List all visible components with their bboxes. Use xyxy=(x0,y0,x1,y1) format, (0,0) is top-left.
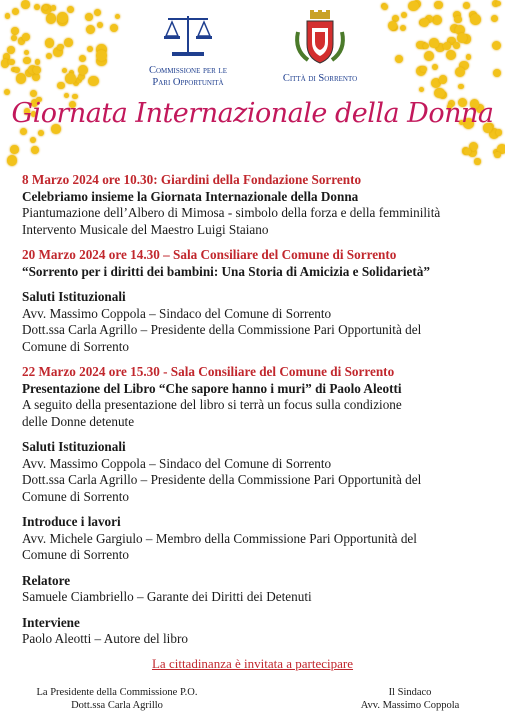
mimosa-flower xyxy=(493,69,501,77)
mimosa-flower xyxy=(115,14,120,19)
event-line: Avv. Massimo Coppola – Sindaco del Comune di Sorrento xyxy=(22,305,332,321)
mimosa-flower xyxy=(22,33,30,41)
mimosa-flower xyxy=(46,53,52,59)
signature-mayor-role: Il Sindaco xyxy=(388,687,432,698)
mimosa-flower xyxy=(46,13,57,24)
event-subheading: Introduce i lavori xyxy=(22,514,121,529)
mimosa-flower xyxy=(496,1,502,7)
mimosa-flower xyxy=(432,15,442,25)
commission-caption-1: Commissione per le xyxy=(149,65,227,76)
event-line: delle Donne detenute xyxy=(22,413,135,429)
mimosa-flower xyxy=(424,51,435,62)
mimosa-flower xyxy=(434,1,443,10)
commission-caption-2: Pari Opportunità xyxy=(152,77,224,88)
scales-icon xyxy=(162,10,214,60)
event-section xyxy=(22,439,492,505)
mimosa-flower xyxy=(454,16,462,24)
event-line: Piantumazione dell’Albero di Mimosa - simbolo della forza e della femminilità xyxy=(22,205,441,220)
mimosa-flower xyxy=(423,43,429,49)
mimosa-flower xyxy=(79,55,86,62)
event-subheading: Interviene xyxy=(22,614,80,630)
event-section xyxy=(22,172,492,238)
mimosa-flower xyxy=(395,55,403,63)
event-subheading: Saluti Istituzionali xyxy=(22,289,126,304)
mimosa-flower xyxy=(97,22,104,29)
event-line: Samuele Ciambriello – Garante dei Diritti dei Detenuti xyxy=(22,589,312,604)
mimosa-flower xyxy=(38,130,44,136)
mimosa-flower xyxy=(67,6,74,13)
mimosa-flower xyxy=(51,5,57,11)
mimosa-flower xyxy=(429,38,439,48)
signature-president-name: Dott.ssa Carla Agrillo xyxy=(71,700,163,711)
mimosa-flower xyxy=(34,4,40,10)
event-section xyxy=(22,514,492,564)
mimosa-flower xyxy=(434,88,444,98)
event-line: A seguito della presentazione del libro si terrà un focus sulla condizione xyxy=(22,397,402,412)
event-line: Avv. Michele Gargiulo – Membro della Commissione Pari Opportunità del xyxy=(22,530,417,546)
commission-logo xyxy=(138,10,238,89)
event-heading: 8 Marzo 2024 ore 10.30: Giardini della Fondazione Sorrento xyxy=(22,172,362,187)
mimosa-flower xyxy=(439,75,447,83)
signature-president-role: La Presidente della Commissione P.O. xyxy=(36,687,198,698)
mimosa-flower xyxy=(65,73,75,83)
mimosa-flower xyxy=(382,4,388,10)
mimosa-flower xyxy=(23,57,31,65)
mimosa-flower xyxy=(45,38,54,47)
mimosa-flower xyxy=(457,33,467,43)
mimosa-flower xyxy=(30,137,36,143)
event-line: Intervento Musicale del Maestro Luigi Staiano xyxy=(22,221,269,237)
mimosa-flower xyxy=(496,129,502,135)
mimosa-flower xyxy=(32,73,40,81)
event-section xyxy=(22,573,492,606)
crest-icon xyxy=(290,10,350,68)
mimosa-flower xyxy=(420,18,429,27)
mimosa-flower xyxy=(33,66,41,74)
event-line: Avv. Massimo Coppola – Sindaco del Comune di Sorrento xyxy=(22,455,332,471)
event-subheading: Saluti Istituzionali xyxy=(22,439,126,454)
mimosa-decoration-left xyxy=(0,0,140,170)
mimosa-flower xyxy=(30,90,37,97)
mimosa-flower xyxy=(7,46,15,54)
mimosa-flower xyxy=(408,1,419,12)
mimosa-flower xyxy=(463,2,469,8)
invitation-text: La cittadinanza è invitata a partecipare xyxy=(151,656,354,671)
mimosa-flower xyxy=(4,89,11,96)
mimosa-flower xyxy=(401,12,407,18)
event-heading: 22 Marzo 2024 ore 15.30 - Sala Consiliare del Comune di Sorrento xyxy=(22,364,395,379)
event-line: Dott.ssa Carla Agrillo – Presidente della Commissione Pari Opportunità del xyxy=(22,472,422,487)
mimosa-flower xyxy=(7,155,18,166)
mimosa-flower xyxy=(87,46,93,52)
mimosa-flower xyxy=(11,35,17,41)
mimosa-flower xyxy=(85,13,93,21)
mimosa-flower xyxy=(10,145,19,154)
mimosa-flower xyxy=(5,13,10,18)
mimosa-flower xyxy=(492,41,501,50)
mimosa-flower xyxy=(466,54,471,59)
event-line: Comune di Sorrento xyxy=(22,338,129,354)
signature-president xyxy=(32,686,202,712)
mimosa-flower xyxy=(86,25,95,34)
event-heading: 20 Marzo 2024 ore 14.30 – Sala Consiliare del Comune di Sorrento xyxy=(22,247,397,262)
event-subheading: Relatore xyxy=(22,572,71,588)
mimosa-flower xyxy=(94,9,101,16)
event-section xyxy=(22,364,492,430)
signature-mayor-name: Avv. Massimo Coppola xyxy=(360,700,460,711)
mimosa-flower xyxy=(432,64,438,70)
mimosa-flower xyxy=(64,38,73,47)
mimosa-flower xyxy=(110,24,118,32)
mimosa-decoration-right xyxy=(380,0,505,175)
mimosa-flower xyxy=(400,25,406,31)
mimosa-flower xyxy=(12,8,19,15)
mimosa-flower xyxy=(388,21,397,30)
event-section xyxy=(22,247,492,280)
mimosa-flower xyxy=(14,67,20,73)
mimosa-flower xyxy=(62,68,67,73)
mimosa-flower xyxy=(419,87,424,92)
mimosa-flower xyxy=(446,50,456,60)
event-line: Comune di Sorrento xyxy=(22,488,129,504)
mimosa-flower xyxy=(491,15,498,22)
mimosa-flower xyxy=(443,42,451,50)
event-subheading: “Sorrento per i diritti dei bambini: Una Storia di Amicizia e Solidarietà” xyxy=(22,263,430,279)
mimosa-flower xyxy=(35,59,40,64)
event-section xyxy=(22,615,492,648)
event-subheading: Celebriamo insieme la Giornata Internazionale della Donna xyxy=(22,188,359,204)
mimosa-flower xyxy=(57,44,63,50)
event-program xyxy=(22,172,492,657)
page-title: Giornata Internazionale della Donna xyxy=(11,98,494,129)
mimosa-flower xyxy=(88,76,99,87)
mimosa-flower xyxy=(474,158,480,164)
event-line: Comune di Sorrento xyxy=(22,547,129,562)
mimosa-flower xyxy=(11,27,19,35)
event-section xyxy=(22,289,492,355)
mimosa-flower xyxy=(470,14,481,25)
city-caption: Città di Sorrento xyxy=(282,73,358,84)
mimosa-flower xyxy=(24,50,29,55)
mimosa-flower xyxy=(8,59,14,65)
mimosa-flower xyxy=(494,152,500,158)
mimosa-flower xyxy=(21,0,30,9)
mimosa-flower xyxy=(458,84,464,90)
city-crest-logo xyxy=(270,10,370,85)
mimosa-flower xyxy=(78,65,88,75)
mimosa-flower xyxy=(96,50,106,60)
mimosa-flower xyxy=(453,42,459,48)
signature-mayor xyxy=(350,686,470,712)
mimosa-flower xyxy=(57,82,65,90)
mimosa-flower xyxy=(31,146,39,154)
event-line: Dott.ssa Carla Agrillo – Presidente della Commissione Pari Opportunità del xyxy=(22,322,422,337)
mimosa-flower xyxy=(455,67,465,77)
event-subheading: Presentazione del Libro “Che sapore hanno i muri” di Paolo Aleotti xyxy=(22,380,402,396)
event-line: Paolo Aleotti – Autore del libro xyxy=(22,631,188,646)
